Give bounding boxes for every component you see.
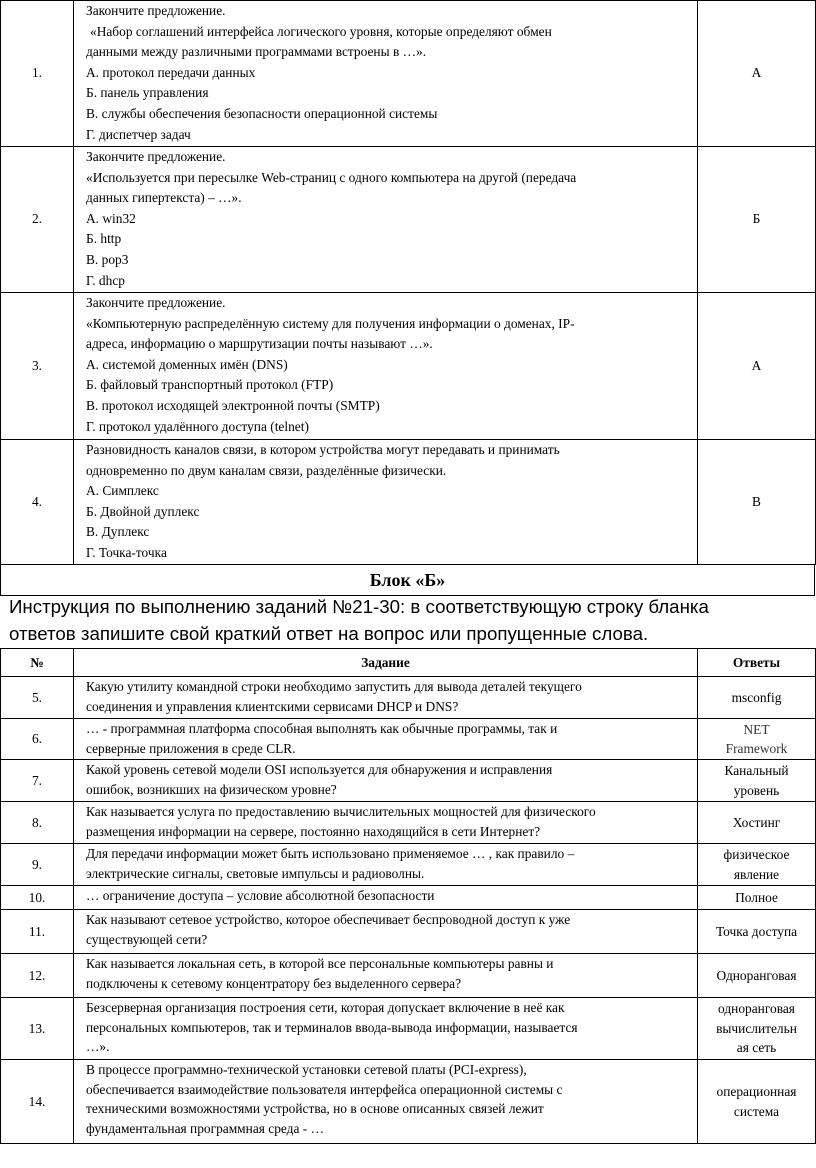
option-c: В. Дуплекс [86, 524, 150, 540]
option-b: Б. файловый транспортный протокол (FTP) [86, 377, 334, 393]
option-d: Г. протокол удалённого доступа (telnet) [86, 418, 309, 434]
question-text [74, 440, 698, 565]
question-text [74, 844, 698, 886]
table-row [1, 844, 816, 886]
question-line: …». [86, 1039, 110, 1054]
option-a: А. Симплекс [86, 483, 159, 499]
question-line: Для передачи информации может быть использовано применяемое … , как правило – [86, 846, 575, 861]
question-number: 4. [1, 440, 74, 565]
answer-cell [698, 886, 816, 910]
question-line: существующей сети? [86, 931, 208, 947]
question-line: Разновидность каналов связи, в котором устройства могут передавать и принимать [86, 442, 560, 457]
table-row [1, 954, 816, 998]
question-line: Как называют сетевое устройство, которое обеспечивает беспроводной доступ к уже [86, 912, 571, 927]
question-line: фундаментальная программная среда - … [86, 1120, 324, 1136]
question-text [74, 910, 698, 954]
answer-line: физическое [723, 847, 790, 862]
table-row [1, 293, 816, 440]
answer-line: Framework [725, 741, 788, 756]
question-number: 10. [1, 886, 74, 910]
question-line: данных гипертекста) – …». [86, 190, 242, 206]
instruction-line: ответов запишите свой краткий ответ на вопрос или пропущенные слова. [9, 623, 649, 644]
question-line: «Компьютерную распределённую систему для получения информации о доменах, IP- [86, 315, 575, 331]
question-line: Какую утилиту командной строки необходимо запустить для вывода деталей текущего [86, 679, 582, 694]
answer-cell: Б [698, 147, 816, 293]
question-line: размещения информации на сервере, постоянно находящийся в сети Интернет? [86, 823, 541, 839]
instruction-text [9, 593, 809, 647]
question-text [74, 147, 698, 293]
question-line: серверные приложения в среде CLR. [86, 740, 296, 756]
answer-cell [698, 760, 816, 802]
question-line: электрические сигналы, световые импульсы и радиоволны. [86, 865, 425, 881]
question-line: обеспечивается взаимодействие пользователя интерфейса операционной системы с [86, 1081, 563, 1097]
option-d: Г. диспетчер задач [86, 126, 191, 142]
question-number: 14. [1, 1060, 74, 1144]
answer-cell: В [698, 440, 816, 565]
table-row [1, 677, 816, 719]
question-line: подключены к сетевому концентратору без выделенного сервера? [86, 975, 462, 991]
question-line: соединения и управления клиентскими сервисами DHCP и DNS? [86, 698, 459, 714]
question-line: Безсерверная организация построения сети, которая допускает включение в неё как [86, 1000, 565, 1015]
answer-line: уровень [733, 782, 780, 798]
question-line: персональных компьютеров, так и терминалов ввода-вывода информации, называется [86, 1019, 578, 1035]
answer-line: ая сеть [736, 1040, 777, 1056]
question-line: Закончите предложение. [86, 295, 226, 310]
table-row [1, 440, 816, 565]
question-line: Как называется локальная сеть, в которой все персональные компьютеры равны и [86, 956, 554, 971]
answer-line: NET [743, 721, 770, 737]
answer-line: явление [733, 866, 780, 882]
question-text [74, 998, 698, 1060]
question-line: адреса, информацию о маршрутизации почты называют …». [86, 336, 433, 352]
table-row [1, 910, 816, 954]
table-row [1, 147, 816, 293]
question-line: «Набор соглашений интерфейса логического уровня, которые определяют обмен [90, 23, 552, 39]
answer-cell [698, 802, 816, 844]
block-a-table [0, 0, 816, 565]
answer-cell [698, 677, 816, 719]
question-number: 11. [1, 910, 74, 954]
option-b: Б. панель управления [86, 85, 209, 101]
option-a: А. win32 [86, 210, 136, 226]
question-line: «Используется при пересылке Web-страниц с одного компьютера на другой (передача [86, 169, 577, 185]
answer-line: Полное [735, 889, 778, 905]
question-number: 9. [1, 844, 74, 886]
question-text [74, 760, 698, 802]
answer-line: Хостинг [732, 814, 781, 830]
question-line: … ограничение доступа – условие абсолютной безопасности [86, 888, 435, 903]
question-line: данными между различными программами встроены в …». [86, 44, 427, 60]
answer-line: msconfig [731, 689, 782, 705]
answer-line: Точка доступа [715, 923, 798, 939]
question-line: Закончите предложение. [86, 3, 226, 18]
table-row [1, 1060, 816, 1144]
column-header-number: № [1, 649, 74, 677]
answer-line: Канальный [724, 763, 789, 778]
answer-cell [698, 844, 816, 886]
block-b-header [0, 564, 815, 596]
table-row [1, 886, 816, 910]
answer-cell [698, 719, 816, 760]
answer-cell [698, 998, 816, 1060]
table-row [1, 998, 816, 1060]
section-title: Блок «Б» [1, 565, 815, 596]
question-line: Какой уровень сетевой модели OSI используется для обнаружения и исправления [86, 762, 553, 777]
question-number: 8. [1, 802, 74, 844]
answer-cell: А [698, 293, 816, 440]
table-row [1, 760, 816, 802]
answer-cell [698, 954, 816, 998]
table-row [1, 1, 816, 147]
question-number: 12. [1, 954, 74, 998]
question-text [74, 293, 698, 440]
table-row [1, 719, 816, 760]
question-number: 13. [1, 998, 74, 1060]
question-text [74, 677, 698, 719]
option-b: Б. http [86, 231, 122, 247]
option-c: В. службы обеспечения безопасности операционной системы [86, 105, 438, 121]
column-header-answers: Ответы [698, 649, 816, 677]
block-b-table [0, 648, 816, 1144]
option-d: Г. Точка-точка [86, 544, 167, 560]
option-d: Г. dhcp [86, 272, 125, 288]
answer-line: система [733, 1103, 780, 1119]
option-c: В. протокол исходящей электронной почты (SMTP) [86, 397, 380, 413]
question-text [74, 886, 698, 910]
answer-line: операционная [716, 1084, 797, 1099]
question-text [74, 1060, 698, 1144]
question-number: 3. [1, 293, 74, 440]
question-number: 6. [1, 719, 74, 760]
question-text [74, 1, 698, 147]
answer-cell: А [698, 1, 816, 147]
answer-cell [698, 1060, 816, 1144]
question-line: В процессе программно-технической установки сетевой платы (PCI-express), [86, 1062, 527, 1077]
question-text [74, 719, 698, 760]
question-number: 5. [1, 677, 74, 719]
question-line: Как называется услуга по предоставлению вычислительных мощностей для физического [86, 804, 596, 819]
option-a: А. системой доменных имён (DNS) [86, 356, 288, 372]
question-number: 1. [1, 1, 74, 147]
column-header-task: Задание [74, 649, 698, 677]
option-b: Б. Двойной дуплекс [86, 503, 200, 519]
question-line: ошибок, возникших на физическом уровне? [86, 781, 337, 797]
question-line: Закончите предложение. [86, 149, 226, 164]
answer-line: Одноранговая [716, 967, 797, 983]
question-line: … - программная платформа способная выполнять как обычные программы, так и [86, 721, 558, 736]
question-text [74, 954, 698, 998]
question-number: 2. [1, 147, 74, 293]
table-header-row [1, 649, 816, 677]
question-text [74, 802, 698, 844]
question-number: 7. [1, 760, 74, 802]
answer-line: вычислительн [716, 1020, 797, 1036]
option-c: В. pop3 [86, 251, 129, 267]
option-a: А. протокол передачи данных [86, 64, 256, 80]
answer-line: одноранговая [718, 1001, 795, 1017]
instruction-line: Инструкция по выполнению заданий №21-30: в соответствующую строку бланка [9, 596, 709, 617]
question-line: техническими возможностями устройства, но в основе описанных связей лежит [86, 1101, 544, 1116]
table-row [1, 802, 816, 844]
question-line: одновременно по двум каналам связи, разделённые физически. [86, 462, 447, 478]
answer-cell [698, 910, 816, 954]
